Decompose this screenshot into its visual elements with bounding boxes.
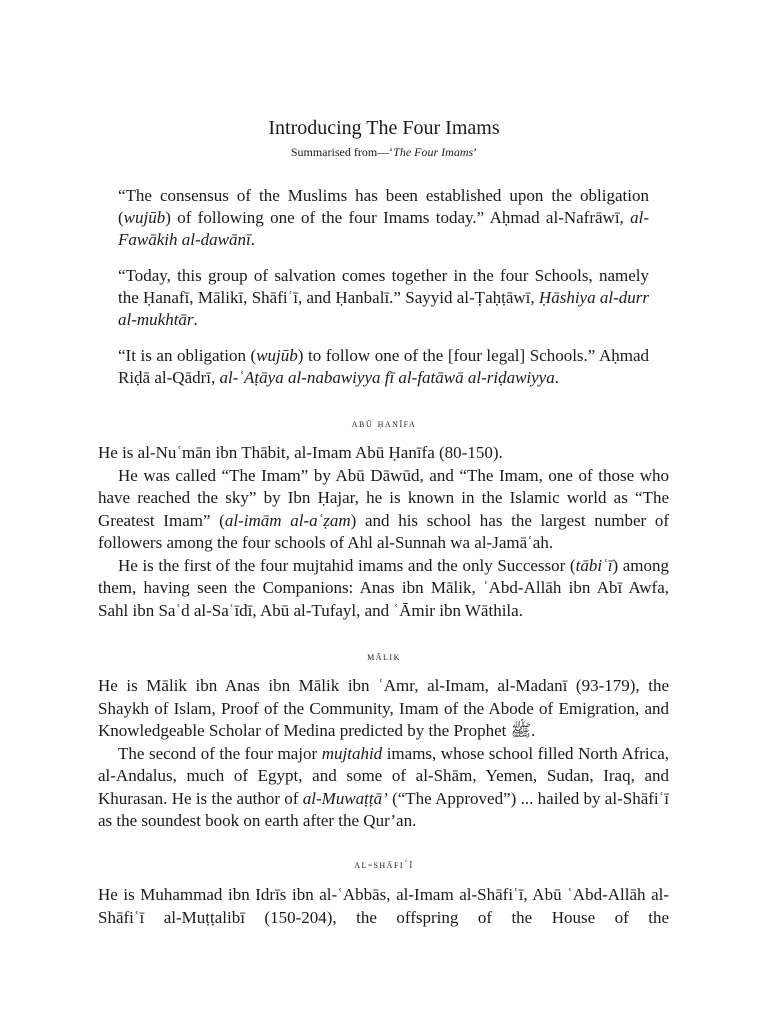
paragraph: He is al-Nuʿmān ibn Thābit, al-Imam Abū Ḥanīfa (80-150). <box>98 443 503 462</box>
paragraph <box>98 743 669 833</box>
quote-text: . <box>554 368 559 387</box>
quote-source: al-ʿAṭāya al-nabawiyya fī al-fatāwā al-riḍawiyya <box>219 368 555 387</box>
paragraph <box>98 555 669 623</box>
quote-qadri <box>118 345 649 389</box>
subtitle-prefix: Summarised from—‘ <box>290 145 394 159</box>
paragraph-text: He was called “The Imam” by Abū Dāwūd, and “The Imam, one of those who have reached the sky” by Ibn Ḥajar, he is known in the Islamic world as “The Greatest Imam” ( <box>98 465 669 530</box>
paragraph-text: imams, whose school filled North Africa, al-Andalus, much of Egypt, and some of al-Shām, Yemen, Sudan, Iraq, and Khurasan. He is the author of <box>98 743 670 808</box>
section-abu-hanifa <box>98 442 669 622</box>
section-shafii <box>98 884 669 929</box>
page-title: Introducing The Four Imams <box>268 117 500 139</box>
quote-text: . <box>193 310 198 329</box>
paragraph: He is Muhammad ibn Idrīs ibn al-ʿAbbās, al-Imam al-Shāfiʿī, Abū ʿAbd-Allāh al-Shāfiʿī al-Muṭṭalibī (150-204), the offspring of the House of the <box>98 885 669 927</box>
paragraph-text: ) and his school has the largest number of followers among the four schools of Ahl al-Sunnah wa al-Jamāʿah. <box>98 510 669 552</box>
paragraph-italic: al-imām al-aʿẓam <box>224 510 351 530</box>
quote-text: “The consensus of the Muslims has been established upon the obligation ( <box>118 186 649 227</box>
paragraph: He is Mālik ibn Anas ibn Mālik ibn ʿAmr, al-Imam, al-Madanī (93-179), the Shaykh of Islam, Proof of the Community, Imam of the Abode of Emigration, and Knowledgeable Scholar of Medina predicted by the Prophet ﷺ. <box>98 676 669 740</box>
quote-text: . <box>250 230 255 249</box>
quote-italic: wujūb <box>123 208 166 227</box>
quote-text: ) of following one of the four Imams today.” Aḥmad al-Nafrāwī, <box>165 208 631 227</box>
subtitle-source: The Four Imams <box>393 145 474 159</box>
quote-nafrawi <box>118 185 649 251</box>
paragraph-italic: tābiʿī <box>575 555 613 575</box>
quote-text: “Today, this group of salvation comes together in the four Schools, namely the Ḥanafī, Mālikī, Shāfiʿī, and Ḥanbalī.” Sayyid al-Ṭaḥṭāwī, <box>118 266 649 307</box>
paragraph-text: He is the first of the four mujtahid imams and the only Successor ( <box>118 555 576 575</box>
subtitle-suffix: ’ <box>473 145 478 159</box>
quote-tahtawi <box>118 265 649 331</box>
page-subtitle <box>0 144 768 160</box>
paragraph-italic: mujtahid <box>321 743 383 763</box>
paragraph <box>98 465 669 555</box>
paragraph-text: (“The Approved”) ... hailed by al-Shāfiʿī as the soundest book on earth after the Qur’an. <box>98 788 670 830</box>
paragraph-text: ) among them, having seen the Companions: Anas ibn Mālik, ʿAbd-Allāh ibn Abī Awfa, Sahl ibn Saʿd al-Saʿīdī, Abū al-Tufayl, and ʿĀmir ibn Wāthila. <box>98 555 669 620</box>
quote-source: Ḥāshiya al-durr al-mukhtār <box>118 288 649 329</box>
quote-text: “It is an obligation ( <box>118 346 257 365</box>
paragraph-text: The second of the four major <box>118 743 322 763</box>
section-heading-malik: mālik <box>367 649 401 663</box>
quote-source: al-Fawākih al-dawānī <box>118 208 649 249</box>
quote-text: ) to follow one of the [four legal] Schools.” Aḥmad Riḍā al-Qādrī, <box>118 346 650 387</box>
section-malik <box>98 675 669 833</box>
section-heading-shafii: al-shāfiʿī <box>354 857 414 871</box>
quote-italic: wujūb <box>256 346 298 365</box>
section-heading-abu-hanifa: abū ḥanīfa <box>351 416 417 430</box>
paragraph-italic: al-Muwaṭṭā’ <box>302 788 388 808</box>
